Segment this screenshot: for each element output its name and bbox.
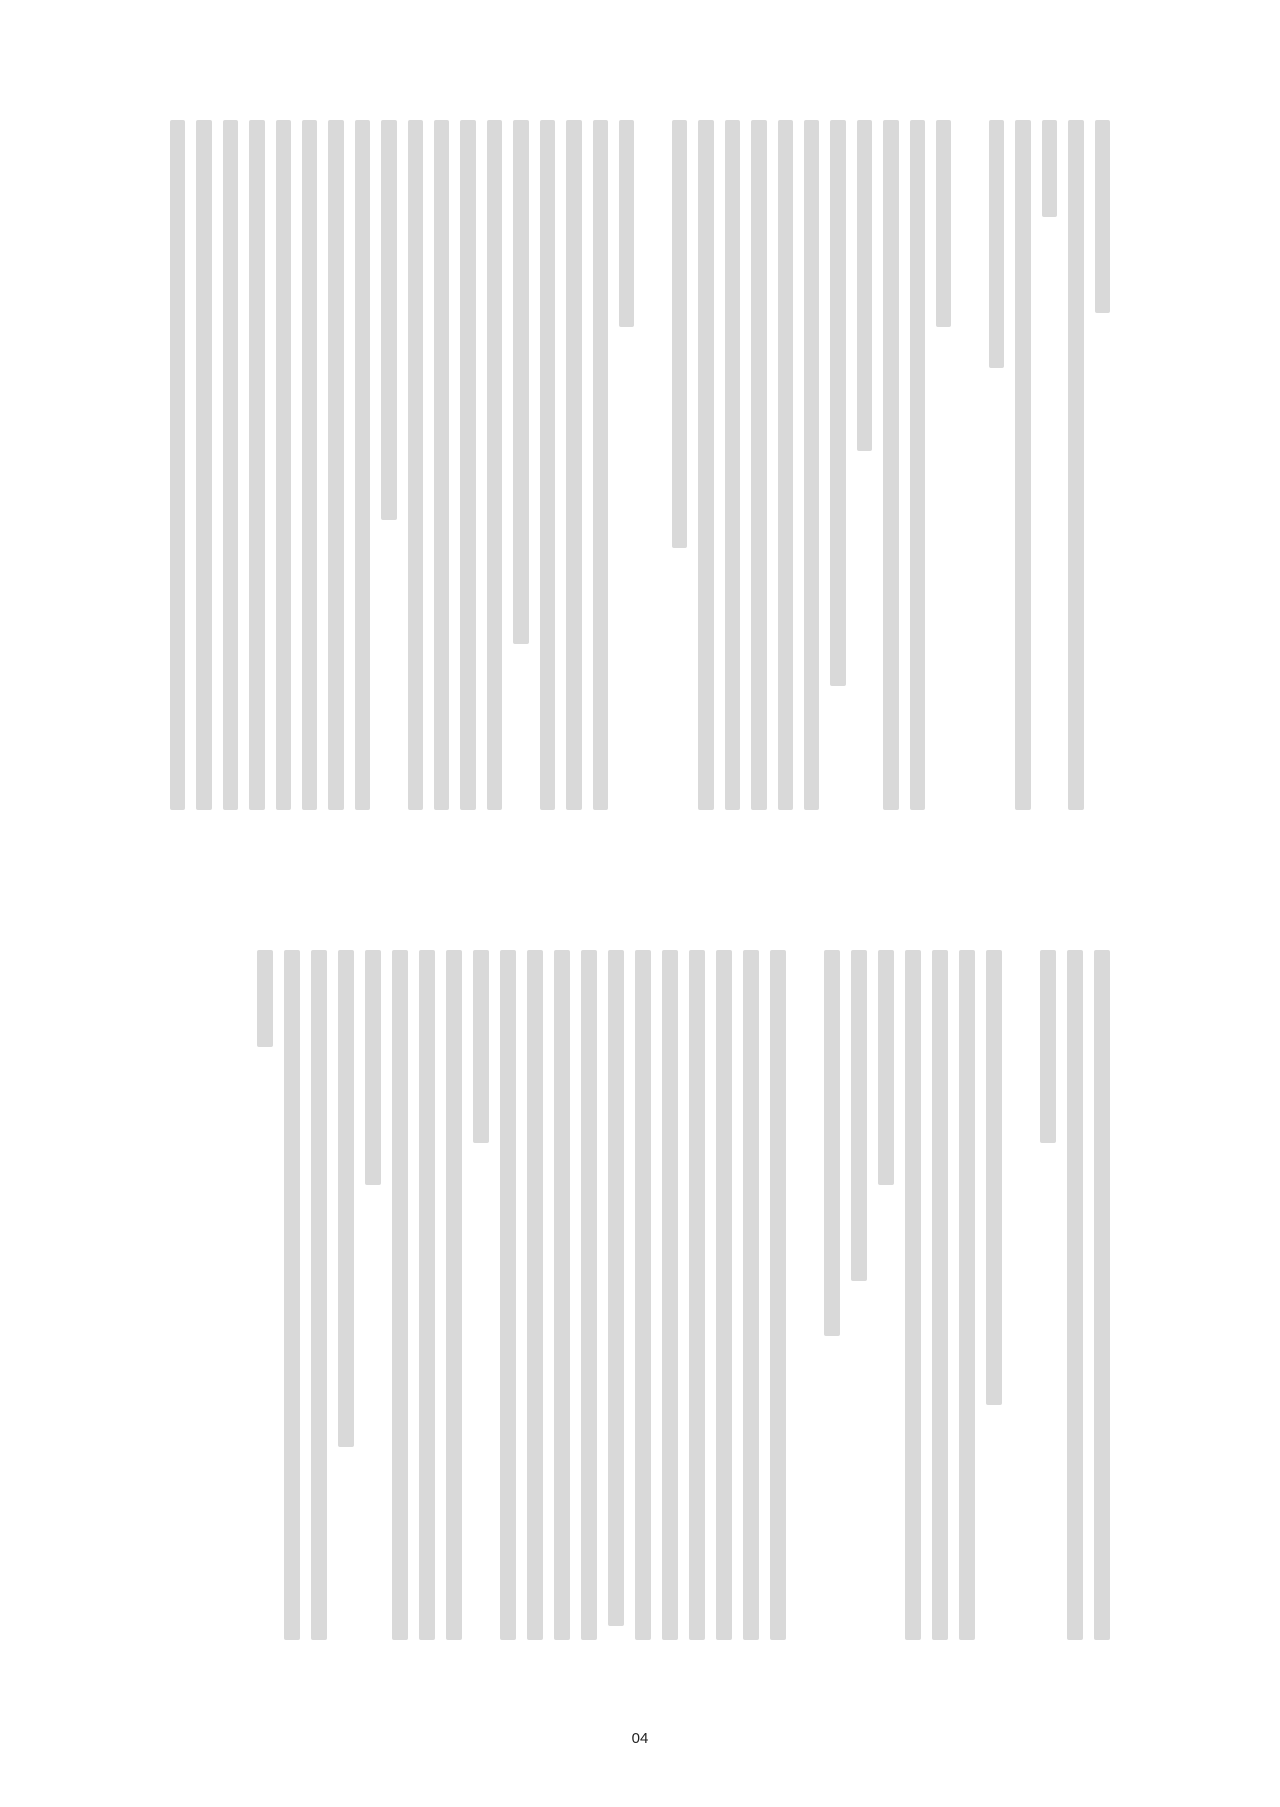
text-line-placeholder: [355, 120, 370, 810]
text-line-placeholder: [804, 120, 819, 810]
text-line-placeholder: [566, 120, 581, 810]
text-line-placeholder: [338, 950, 354, 1447]
text-line-placeholder: [698, 120, 713, 810]
text-line-placeholder: [608, 950, 624, 1626]
text-line-placeholder: [672, 120, 687, 548]
text-line-placeholder: [381, 120, 396, 520]
text-line-placeholder: [1042, 120, 1057, 217]
text-line-placeholder: [830, 120, 845, 686]
text-line-placeholder: [851, 950, 867, 1281]
text-line-placeholder: [365, 950, 381, 1185]
text-line-placeholder: [910, 120, 925, 810]
text-line-placeholder: [778, 120, 793, 810]
text-line-placeholder: [170, 120, 185, 810]
text-line-placeholder: [989, 120, 1004, 368]
text-line-placeholder: [249, 120, 264, 810]
text-line-placeholder: [1095, 120, 1110, 313]
text-line-placeholder: [1015, 120, 1030, 810]
text-line-placeholder: [959, 950, 975, 1640]
text-line-placeholder: [487, 120, 502, 810]
text-line-placeholder: [408, 120, 423, 810]
page-number: 04: [631, 1730, 649, 1747]
text-line-placeholder: [276, 120, 291, 810]
text-line-placeholder: [905, 950, 921, 1640]
text-line-placeholder: [743, 950, 759, 1640]
text-line-placeholder: [1094, 950, 1110, 1640]
text-line-placeholder: [328, 120, 343, 810]
text-line-placeholder: [473, 950, 489, 1143]
upper-text-block-placeholder: [170, 120, 1110, 810]
text-line-placeholder: [581, 950, 597, 1640]
text-line-placeholder: [857, 120, 872, 451]
text-line-placeholder: [419, 950, 435, 1640]
text-line-placeholder: [513, 120, 528, 644]
text-line-placeholder: [1068, 120, 1083, 810]
text-line-placeholder: [725, 120, 740, 810]
text-line-placeholder: [1067, 950, 1083, 1640]
text-line-placeholder: [986, 950, 1002, 1405]
text-line-placeholder: [883, 120, 898, 810]
text-line-placeholder: [936, 120, 951, 327]
text-line-placeholder: [619, 120, 634, 327]
text-line-placeholder: [284, 950, 300, 1640]
text-line-placeholder: [540, 120, 555, 810]
text-line-placeholder: [500, 950, 516, 1640]
text-line-placeholder: [662, 950, 678, 1640]
text-line-placeholder: [751, 120, 766, 810]
text-line-placeholder: [196, 120, 211, 810]
text-line-placeholder: [770, 950, 786, 1640]
text-line-placeholder: [824, 950, 840, 1336]
text-line-placeholder: [932, 950, 948, 1640]
text-line-placeholder: [460, 120, 475, 810]
text-line-placeholder: [593, 120, 608, 810]
text-line-placeholder: [554, 950, 570, 1640]
text-line-placeholder: [311, 950, 327, 1640]
text-line-placeholder: [223, 120, 238, 810]
text-line-placeholder: [527, 950, 543, 1640]
text-line-placeholder: [446, 950, 462, 1640]
lower-text-block-placeholder: [170, 950, 1110, 1640]
text-line-placeholder: [878, 950, 894, 1185]
text-line-placeholder: [434, 120, 449, 810]
text-line-placeholder: [689, 950, 705, 1640]
text-line-placeholder: [392, 950, 408, 1640]
text-line-placeholder: [302, 120, 317, 810]
text-line-placeholder: [1040, 950, 1056, 1143]
text-line-placeholder: [257, 950, 273, 1047]
text-line-placeholder: [716, 950, 732, 1640]
text-line-placeholder: [635, 950, 651, 1640]
